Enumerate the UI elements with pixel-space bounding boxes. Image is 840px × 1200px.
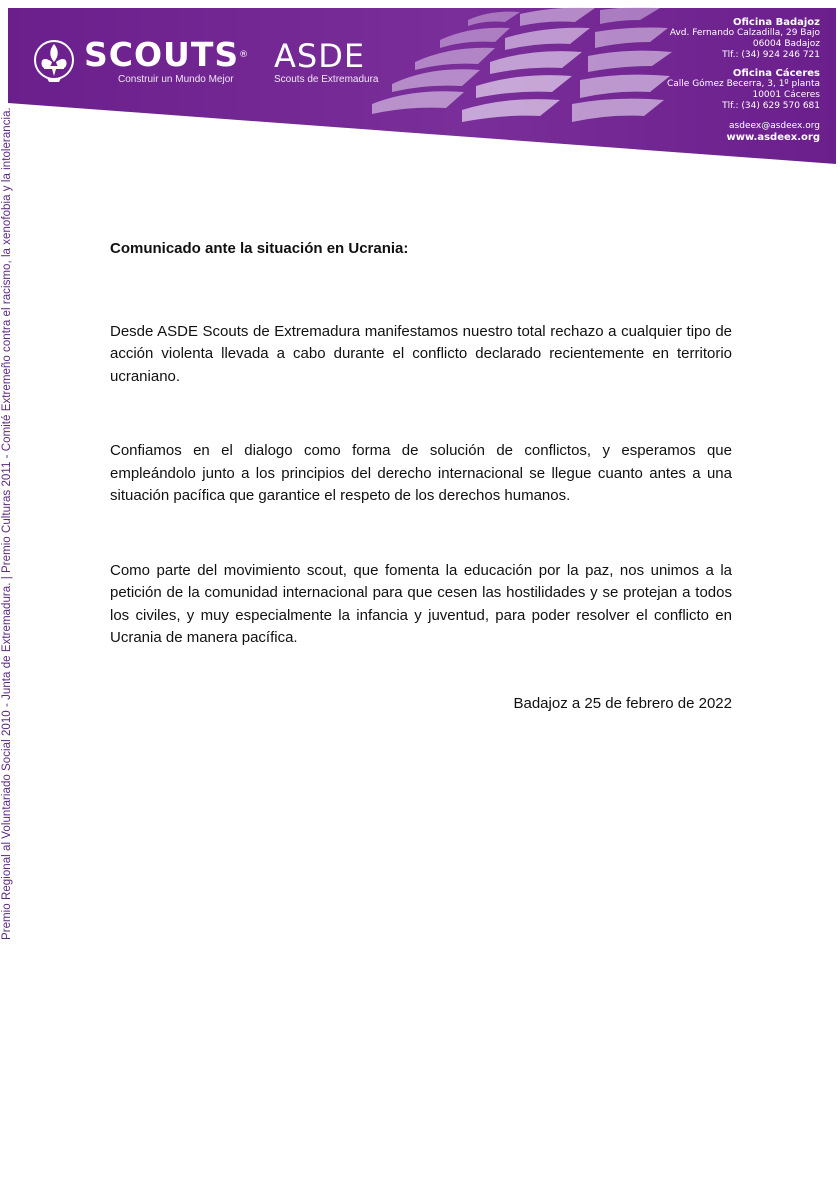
document-title: Comunicado ante la situación en Ucrania: [110,240,409,257]
office-title-badajoz: Oficina Badajoz [732,17,820,28]
document-body [110,238,732,715]
awards-side-text: Premio Regional al Voluntariado Social 2010 - Junta de Extremadura. | Premio Culturas 2011 - Comité Extremeño contra el racismo, la xenofobia y la intolerancia. [1,107,13,940]
contact-block [667,17,820,143]
asde-logo [274,38,379,85]
office-address-caceres: Calle Gómez Becerra, 3, 1º planta [667,79,820,89]
scouts-tagline: Construir un Mundo Mejor [118,74,234,85]
email-link[interactable]: asdeex@asdeex.org [729,121,820,131]
paragraph-2: Confiamos en el dialogo como forma de solución de conflictos, y esperamos que empleándolo junto a los principios del derecho internacional se llegue cuanto antes a una situación pacífica que garantice el respeto de los derechos humanos. [110,442,732,504]
fleur-de-lis-icon [32,36,76,86]
scouts-logo-text: SCOUTS [84,35,240,74]
asde-tagline: Scouts de Extremadura [274,74,379,85]
signature-date: Badajoz a 25 de febrero de 2022 [513,694,732,712]
office-postcode-caceres: 10001 Cáceres [752,90,820,100]
website-link[interactable]: www.asdeex.org [726,132,820,143]
office-phone-caceres: Tlf.: (34) 629 570 681 [722,101,820,111]
paragraph-3: Como parte del movimiento scout, que fomenta la educación por la paz, nos unimos a la petición de la comunidad internacional para que cesen las hostilidades y se protejan a todos los civiles, y muy especialmente la infancia y juventud, para poder resolver el conflicto en Ucrania de manera pacífica. [110,561,732,646]
trademark-symbol: ® [239,50,250,60]
office-phone-badajoz: Tlf.: (34) 924 246 721 [722,50,820,60]
paragraph-1: Desde ASDE Scouts de Extremadura manifestamos nuestro total rechazo a cualquier tipo de acción violenta llevada a cabo durante el conflicto declarado recientemente en territorio ucraniano. [110,322,732,385]
scouts-logo [32,36,249,86]
letterhead [0,0,840,170]
office-address-badajoz: Avd. Fernando Calzadilla, 29 Bajo [669,28,820,38]
office-postcode-badajoz: 06004 Badajoz [752,39,820,49]
office-title-caceres: Oficina Cáceres [732,68,820,79]
asde-logo-text: ASDE [274,37,366,75]
